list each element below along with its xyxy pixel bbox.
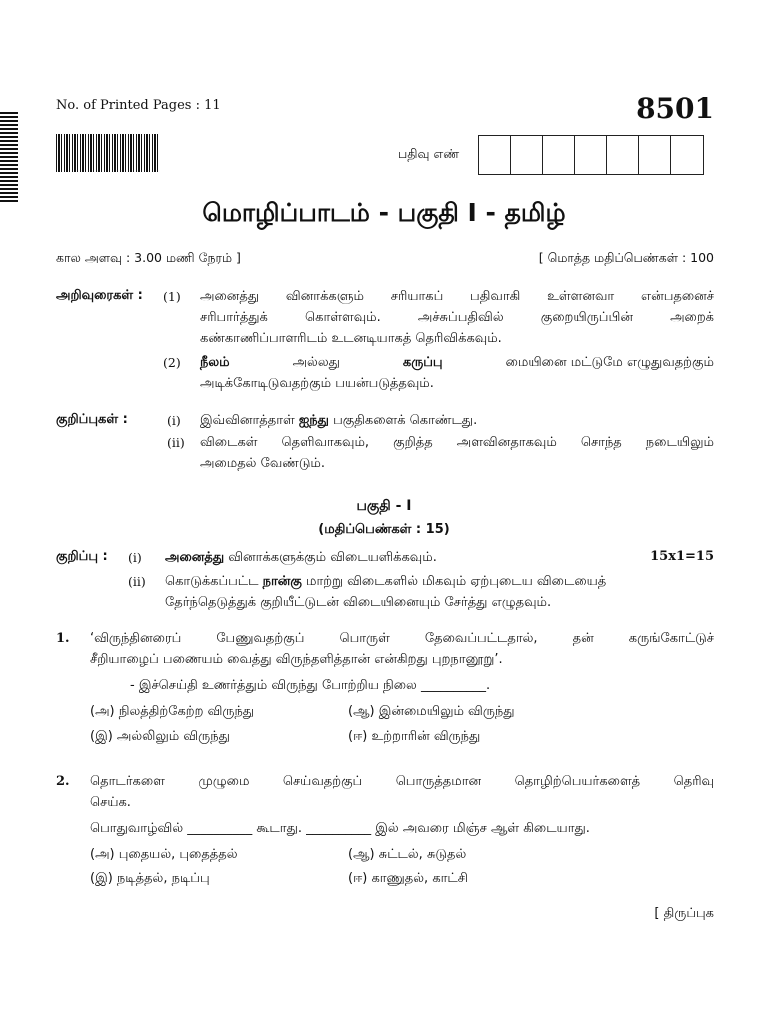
word-or: அல்லது [292,355,340,370]
question-number: 2. [56,774,70,789]
question-text: தொடர்களை முழுமை செய்வதற்குப் பொருத்தமான தொழிற்பெயர்களைத் தெரிவு [90,774,714,789]
instruction-number: (1) [163,289,181,304]
turn-over: [ திருப்புக [654,906,714,921]
option-a[interactable]: (அ) புதையல், புதைத்தல் [90,847,238,862]
instruction-line: அனைத்து வினாக்களும் சரியாகப் பதிவாகி உள்ளனவா என்பதனைச் [200,289,714,304]
option-d[interactable]: (ஈ) காணுதல், காட்சி [348,871,468,886]
option-c[interactable]: (இ) அல்லிலும் விருந்து [90,729,230,744]
option-c[interactable]: (இ) நடித்தல், நடிப்பு [90,871,210,886]
instruction-line: சரிபார்த்துக் கொள்ளவும். அச்சுப்பதிவில் குறையிருப்பின் அறைக் [200,310,714,325]
option-d[interactable]: (ஈ) உற்றாரின் விருந்து [348,729,481,744]
register-number-label: பதிவு எண் [398,146,460,161]
note-line [200,410,477,431]
option-b[interactable]: (ஆ) இன்மையிலும் விருந்து [348,704,515,719]
register-box[interactable] [575,136,607,174]
question-text: சீறியாழைப் பணையம் வைத்து விருந்தளித்தான் என்கிறது புறநானூறு’. [90,652,503,667]
section-note-number: (i) [128,550,142,565]
section-note-bold: அனைத்து [165,550,225,565]
side-barcode [0,112,18,202]
notes-label: குறிப்புகள் : [56,412,128,427]
ink-color-blue: நீலம் [200,355,230,370]
question-prompt: - இச்செய்தி உணர்த்தும் விருந்து போற்றிய நிலை __________. [130,678,491,693]
section-note-text: வினாக்களுக்கும் விடையளிக்கவும். [228,550,437,565]
note-text: இவ்வினாத்தாள் [200,413,295,428]
instruction-rest: மையினை மட்டுமே எழுதுவதற்கும் [505,355,714,370]
note-line: விடைகள் தெளிவாகவும், குறித்த அளவினதாகவும் சொந்த நடையிலும் [200,435,714,450]
section-note-number: (ii) [128,574,146,589]
section-note-bold: நான்கு [262,574,302,589]
question-prompt: பொதுவாழ்வில் __________ கூடாது. __________ இல் அவரை மிஞ்ச ஆள் கிடையாது. [90,821,590,836]
section-title: பகுதி - I [356,498,412,514]
instructions-label: அறிவுரைகள் : [56,288,143,303]
instruction-line: கண்காணிப்பாளரிடம் உடனடியாகத் தெரிவிக்கவும். [200,331,502,346]
note-number: (ii) [167,435,185,450]
question-number: 1. [56,631,70,646]
section-note-line [165,571,606,592]
register-box[interactable] [511,136,543,174]
note-number: (i) [167,413,181,428]
section-note-text: மாற்று விடைகளில் மிகவும் ஏற்புடைய விடையைத் [306,574,607,589]
register-box[interactable] [543,136,575,174]
instruction-line [200,352,714,373]
option-b[interactable]: (ஆ) சுட்டல், சுடுதல் [348,847,467,862]
total-marks: [ மொத்த மதிப்பெண்கள் : 100 [538,250,714,265]
instruction-number: (2) [163,355,181,370]
barcode [56,134,160,172]
section-note-label: குறிப்பு : [56,549,108,564]
register-number-boxes[interactable] [478,135,704,175]
question-text: செய்க. [90,795,131,810]
section-score: 15x1=15 [650,549,714,564]
page-title: மொழிப்பாடம் - பகுதி I - தமிழ் [202,198,566,227]
time-duration: கால அளவு : 3.00 மணி நேரம் ] [56,250,241,265]
section-marks: (மதிப்பெண்கள் : 15) [318,522,450,537]
note-text: பகுதிகளைக் கொண்டது. [333,413,478,428]
paper-code: 8501 [636,92,714,125]
instruction-line: அடிக்கோடிடுவதற்கும் பயன்படுத்தவும். [200,376,434,391]
question-text: ‘விருந்தினரைப் பேணுவதற்குப் பொருள் தேவைப்பட்டதால், தன் கருங்கோட்டுச் [90,631,714,646]
section-note-text: கொடுக்கப்பட்ட [165,574,259,589]
option-a[interactable]: (அ) நிலத்திற்கேற்ற விருந்து [90,704,255,719]
note-bold: ஐந்து [298,413,329,428]
register-box[interactable] [639,136,671,174]
printed-pages: No. of Printed Pages : 11 [56,98,221,113]
register-box[interactable] [479,136,511,174]
ink-color-black: கருப்பு [402,355,443,370]
note-line: அமைதல் வேண்டும். [200,456,326,471]
register-box[interactable] [607,136,639,174]
register-box[interactable] [671,136,703,174]
section-note-line: தேர்ந்தெடுத்துக் குறியீட்டுடன் விடையினையும் சேர்த்து எழுதவும். [165,595,552,610]
section-note-line [165,547,437,568]
